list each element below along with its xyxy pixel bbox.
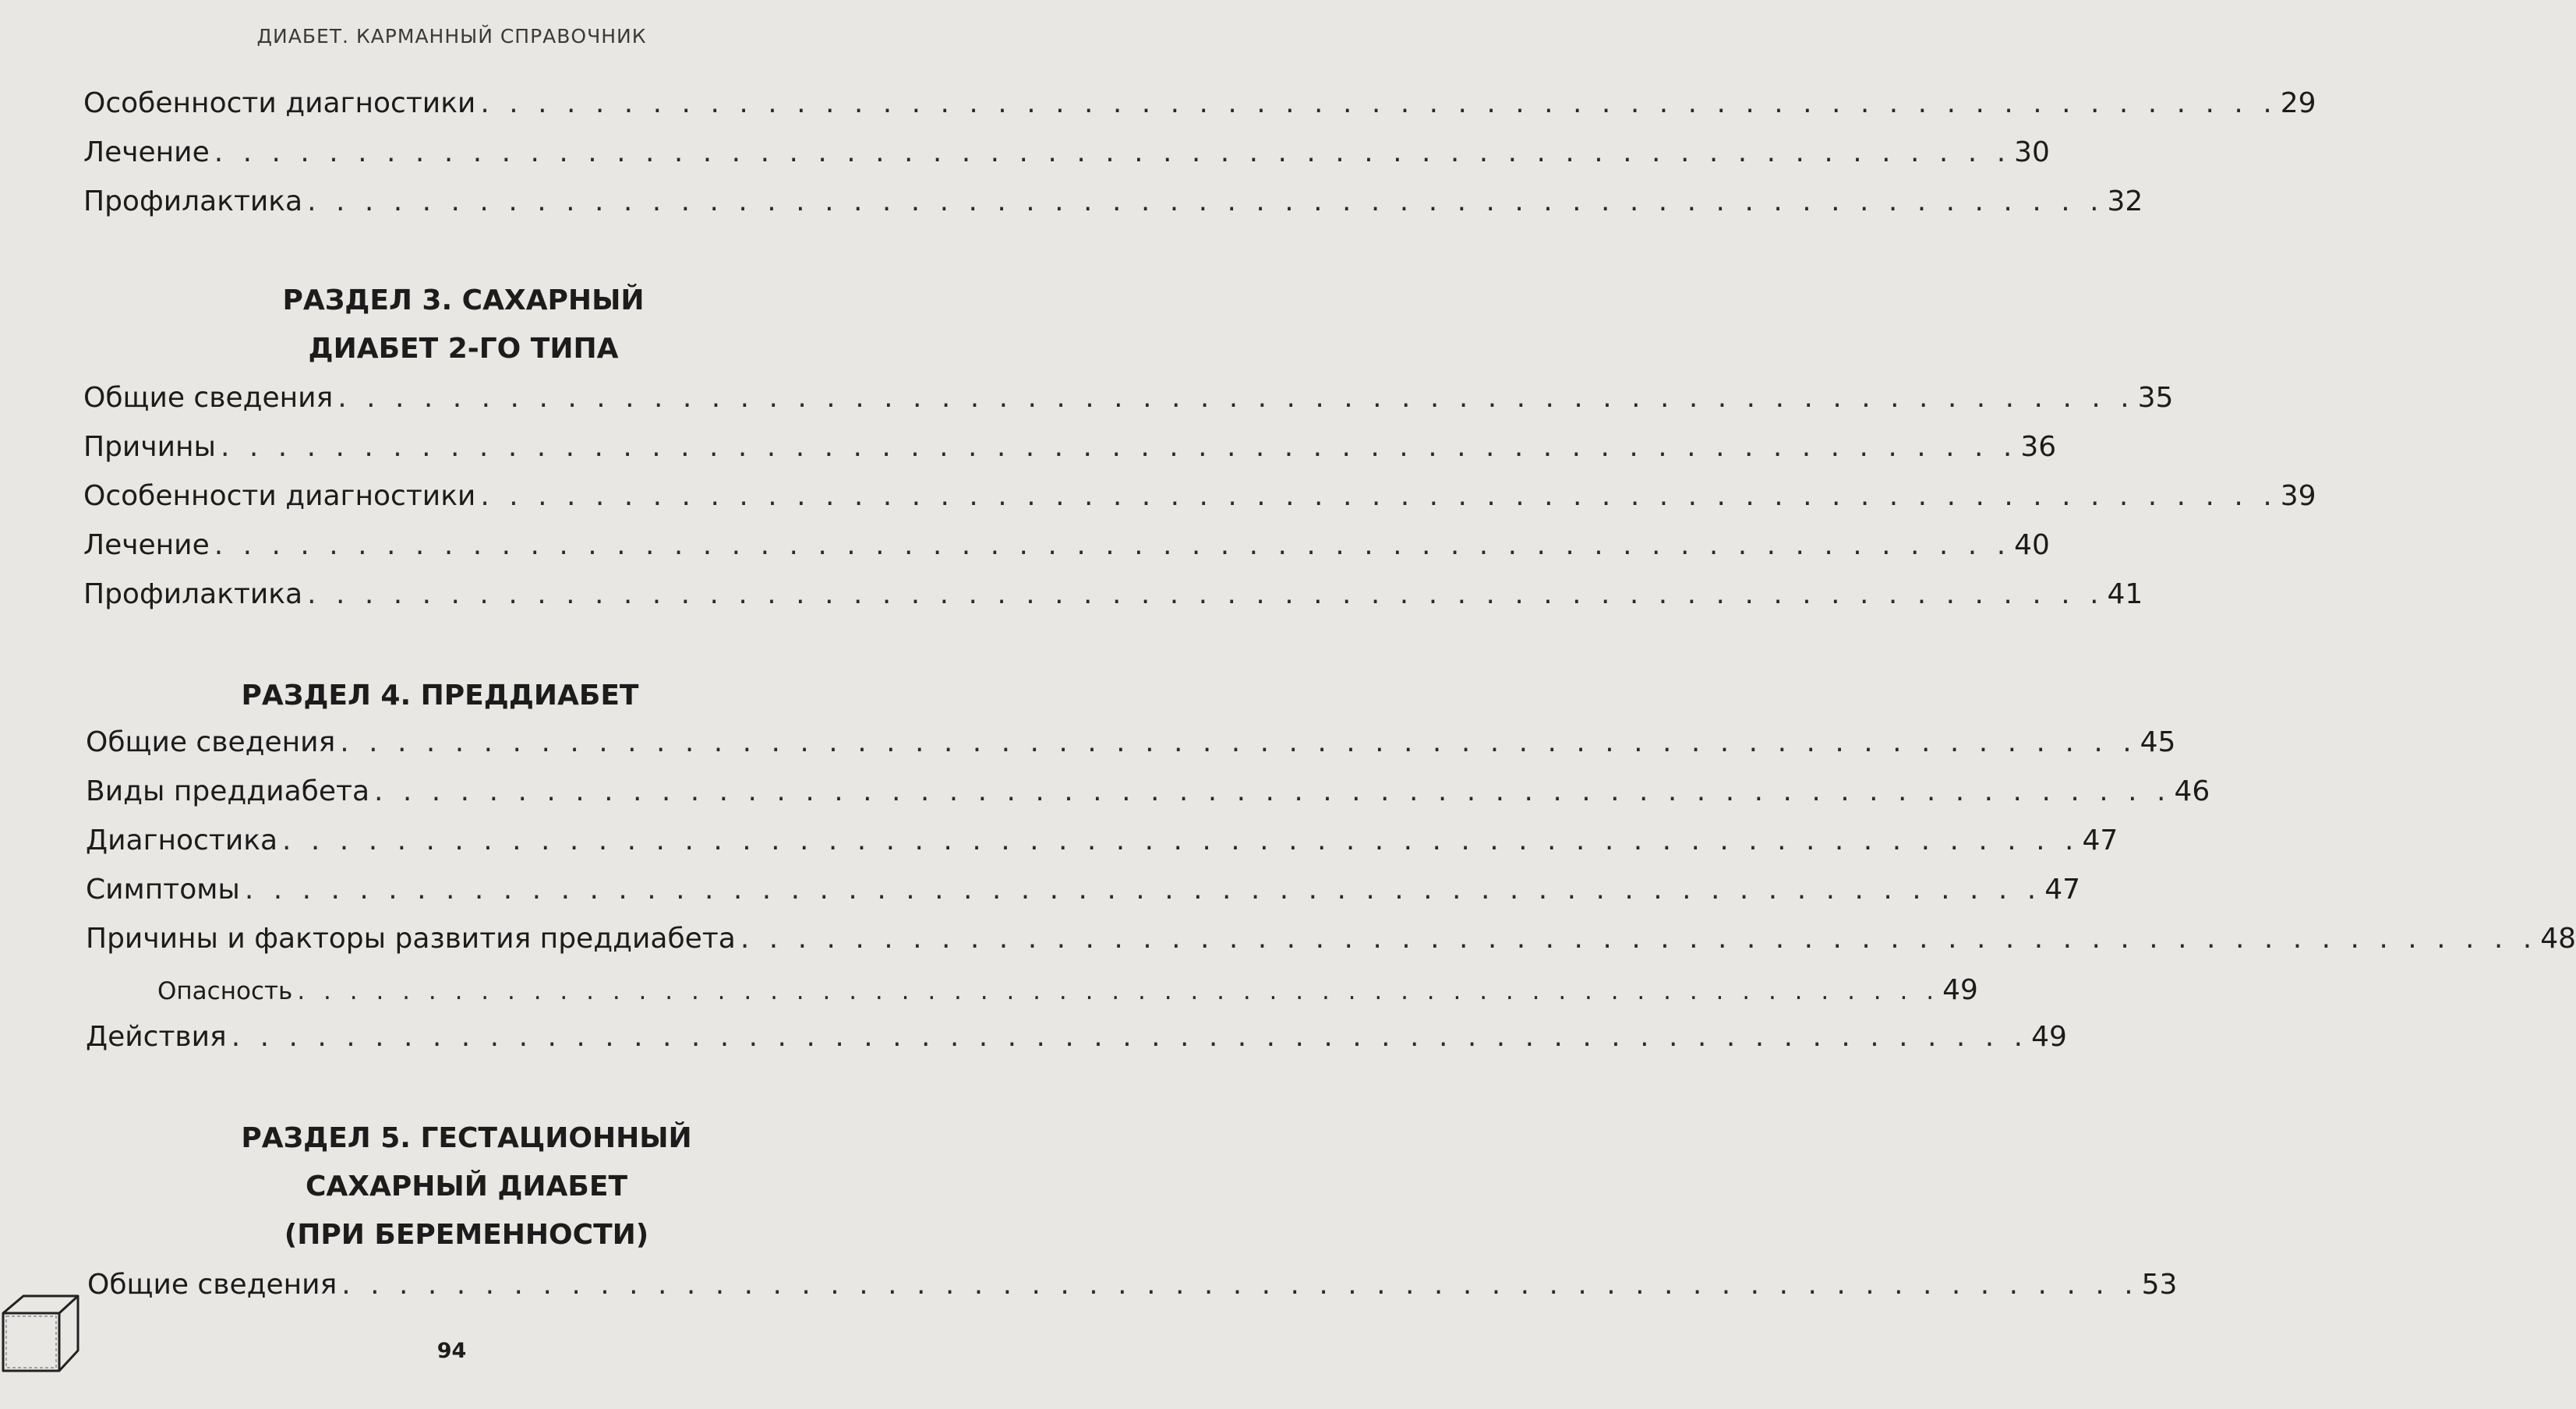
toc-entry-title: Особенности диагностики — [83, 480, 476, 512]
toc-entry-title: Виды преддиабета — [86, 775, 370, 807]
section-heading-line: САХАРНЫЙ ДИАБЕТ — [305, 1171, 627, 1202]
toc-entry-page: 53 — [2141, 1269, 2178, 1301]
toc-entry[interactable] — [86, 726, 2176, 758]
toc-entry-title: Особенности диагностики — [83, 87, 476, 119]
toc-dot-leader: . . . . . . . . . . . . . . . . . . . . . . . . . . . . . . . . . . . . . . . . . . . . . . . . . . . . . . . . . . . . . . . — [341, 1269, 2139, 1301]
toc-entry[interactable] — [87, 1269, 2178, 1301]
toc-entry[interactable] — [83, 87, 2316, 119]
toc-entry-title: Общие сведения — [87, 1269, 337, 1301]
toc-entry-title: Профилактика — [83, 185, 303, 217]
section-4-heading — [0, 672, 903, 720]
toc-subentry[interactable] — [157, 974, 1978, 1006]
toc-entry[interactable] — [83, 578, 2143, 610]
toc-entry-title: Лечение — [83, 529, 210, 561]
toc-entry[interactable] — [86, 1021, 2067, 1053]
toc-dot-leader: . . . . . . . . . . . . . . . . . . . . . . . . . . . . . . . . . . . . . . . . . . . . . . . . . . . . . . . . . . . . . . . — [214, 529, 2012, 561]
toc-dot-leader: . . . . . . . . . . . . . . . . . . . . . . . . . . . . . . . . . . . . . . . . . . . . . . . . . . . . . . . . . . . . . . . — [220, 431, 2018, 463]
toc-entry-title: Диагностика — [86, 825, 278, 856]
toc-entry[interactable] — [83, 480, 2316, 512]
toc-dot-leader: . . . . . . . . . . . . . . . . . . . . . . . . . . . . . . . . . . . . . . . . . . . . . . . . . . . . . . . . . . . . . . . — [480, 480, 2277, 512]
running-title: ДИАБЕТ. КАРМАННЫЙ СПРАВОЧНИК — [256, 25, 647, 48]
toc-dot-leader: . . . . . . . . . . . . . . . . . . . . . . . . . . . . . . . . . . . . . . . . . . . . . . . . . . . . . . . . . . . . . . . — [214, 136, 2012, 168]
toc-entry[interactable] — [86, 923, 2576, 955]
toc-entry[interactable] — [83, 382, 2174, 414]
section-3-heading — [0, 277, 903, 373]
toc-entry-page: 49 — [1942, 974, 1978, 1006]
section-heading-line: РАЗДЕЛ 3. САХАРНЫЙ — [282, 284, 645, 316]
toc-entry-page: 48 — [2540, 923, 2576, 955]
toc-entry-page: 40 — [2014, 529, 2050, 561]
toc-entry-title: Общие сведения — [86, 726, 336, 758]
toc-dot-leader: . . . . . . . . . . . . . . . . . . . . . . . . . . . . . . . . . . . . . . . . . . . . . . . . . . . . . . . . . . . . . . . — [307, 578, 2104, 610]
toc-dot-leader: . . . . . . . . . . . . . . . . . . . . . . . . . . . . . . . . . . . . . . . . . . . . . . . . . . . . . . . . . . . . . . . — [337, 382, 2135, 414]
toc-entry-page: 29 — [2280, 87, 2316, 119]
section-heading-line: РАЗДЕЛ 4. ПРЕДДИАБЕТ — [241, 680, 639, 712]
section-heading-line: ДИАБЕТ 2-ГО ТИПА — [308, 333, 619, 365]
toc-entry[interactable] — [83, 185, 2143, 217]
toc-entry[interactable] — [86, 775, 2210, 807]
toc-entry[interactable] — [83, 529, 2050, 561]
toc-dot-leader: . . . . . . . . . . . . . . . . . . . . . . . . . . . . . . . . . . . . . . . . . . . . . . . . . . . . . . . . . . . . . . . — [307, 185, 2104, 217]
toc-entry-page: 30 — [2014, 136, 2050, 168]
toc-entry-page: 46 — [2174, 775, 2210, 807]
toc-dot-leader: . . . . . . . . . . . . . . . . . . . . . . . . . . . . . . . . . . . . . . . . . . . . . . . . . . . . . . . . . . . . . . . — [231, 1021, 2029, 1053]
toc-entry-title: Причины — [83, 431, 216, 463]
toc-entry-page: 32 — [2107, 185, 2143, 217]
toc-entry[interactable] — [86, 825, 2118, 856]
section-heading-line: (ПРИ БЕРЕМЕННОСТИ) — [284, 1219, 649, 1251]
toc-entry[interactable] — [86, 874, 2081, 906]
toc-entry-page: 49 — [2031, 1021, 2067, 1053]
toc-entry-page: 39 — [2280, 480, 2316, 512]
cube-sticker-icon — [0, 1290, 94, 1383]
toc-entry-title: Симптомы — [86, 874, 240, 906]
toc-entry[interactable] — [83, 431, 2057, 463]
toc-entry-title: Действия — [86, 1021, 227, 1053]
toc-dot-leader: . . . . . . . . . . . . . . . . . . . . . . . . . . . . . . . . . . . . . . . . . . . . . . . . . . . . . . . . . . . . . . . — [297, 977, 1940, 1005]
toc-entry-page: 47 — [2044, 874, 2081, 906]
section-5-heading — [0, 1114, 903, 1259]
toc-dot-leader: . . . . . . . . . . . . . . . . . . . . . . . . . . . . . . . . . . . . . . . . . . . . . . . . . . . . . . . . . . . . . . . — [244, 874, 2042, 906]
toc-entry-title: Причины и факторы развития преддиабета — [86, 923, 736, 955]
toc-dot-leader: . . . . . . . . . . . . . . . . . . . . . . . . . . . . . . . . . . . . . . . . . . . . . . . . . . . . . . . . . . . . . . . — [480, 87, 2277, 119]
toc-entry-title: Профилактика — [83, 578, 303, 610]
toc-dot-leader: . . . . . . . . . . . . . . . . . . . . . . . . . . . . . . . . . . . . . . . . . . . . . . . . . . . . . . . . . . . . . . . — [740, 923, 2538, 955]
toc-entry-title: Общие сведения — [83, 382, 334, 414]
toc-entry-page: 47 — [2082, 825, 2118, 856]
section-heading-line: РАЗДЕЛ 5. ГЕСТАЦИОННЫЙ — [241, 1122, 692, 1154]
toc-entry-title: Лечение — [83, 136, 210, 168]
toc-entry-page: 35 — [2137, 382, 2174, 414]
page-number: 94 — [436, 1339, 467, 1363]
toc-dot-leader: . . . . . . . . . . . . . . . . . . . . . . . . . . . . . . . . . . . . . . . . . . . . . . . . . . . . . . . . . . . . . . . — [282, 825, 2080, 856]
toc-dot-leader: . . . . . . . . . . . . . . . . . . . . . . . . . . . . . . . . . . . . . . . . . . . . . . . . . . . . . . . . . . . . . . . — [340, 726, 2137, 758]
toc-entry-title: Опасность — [157, 977, 293, 1005]
toc-entry-page: 45 — [2140, 726, 2176, 758]
toc-entry-page: 41 — [2107, 578, 2143, 610]
toc-entry-page: 36 — [2020, 431, 2057, 463]
toc-entry[interactable] — [83, 136, 2050, 168]
toc-dot-leader: . . . . . . . . . . . . . . . . . . . . . . . . . . . . . . . . . . . . . . . . . . . . . . . . . . . . . . . . . . . . . . . — [374, 775, 2171, 807]
